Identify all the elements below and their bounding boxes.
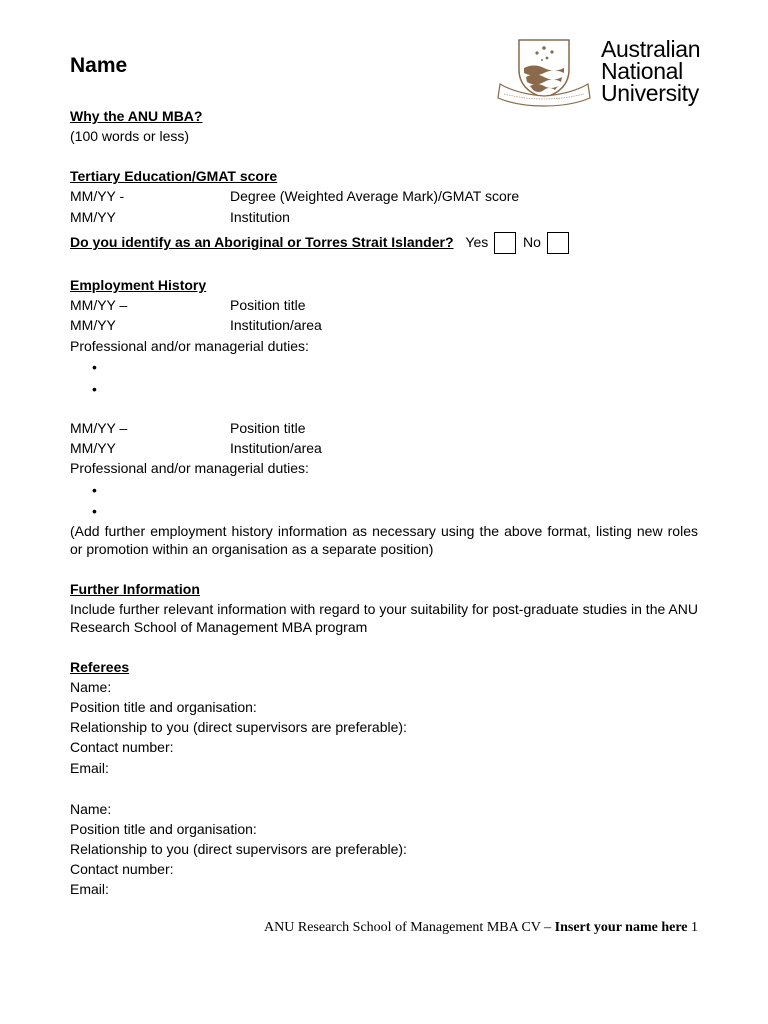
referee-2-relationship: Relationship to you (direct supervisors are preferable): [70, 841, 407, 857]
employment-title: Employment History [70, 277, 207, 293]
referee-1-contact: Contact number: [70, 739, 174, 755]
page-title: Name [70, 54, 128, 77]
page-number: 1 [687, 920, 698, 935]
employment-1-position: Position title [230, 297, 306, 313]
yes-checkbox[interactable] [494, 232, 516, 254]
referee-1-email: Email: [70, 760, 109, 776]
referee-2-contact: Contact number: [70, 861, 174, 877]
education-detail-1: Degree (Weighted Average Mark)/GMAT score [230, 188, 520, 204]
education-detail-2: Institution [230, 209, 290, 225]
footer-name-placeholder: Insert your name here [554, 920, 688, 935]
employment-note: (Add further employment history information as necessary using the above format, listing new roles or promotion within an organisation as a separate position) [70, 523, 698, 557]
further-text: Include further relevant information with regard to your suitability for post-graduate studies in the ANU Research School of Management MBA program [70, 601, 698, 635]
why-note: (100 words or less) [70, 128, 190, 144]
employment-1-institution: Institution/area [230, 317, 322, 333]
logo-line-3: University [601, 80, 699, 106]
employment-2-date-start: MM/YY – [70, 420, 128, 436]
bullet: • [92, 482, 97, 498]
referees-title: Referees [70, 659, 130, 675]
employment-2-institution: Institution/area [230, 440, 322, 456]
referee-1-relationship: Relationship to you (direct supervisors are preferable): [70, 719, 407, 735]
no-label: No [523, 234, 541, 250]
aboriginal-question: Do you identify as an Aboriginal or Torres Strait Islander? [70, 234, 454, 250]
page-footer [264, 918, 698, 938]
employment-1-date-start: MM/YY – [70, 297, 128, 313]
employment-2-duties: Professional and/or managerial duties: [70, 460, 309, 476]
referee-2-position: Position title and organisation: [70, 821, 257, 837]
employment-2-date-end: MM/YY [70, 440, 116, 456]
further-title: Further Information [70, 581, 200, 597]
anu-crest-icon [497, 36, 592, 108]
logo-wordmark [601, 38, 700, 104]
employment-1-date-end: MM/YY [70, 317, 116, 333]
employment-1-duties: Professional and/or managerial duties: [70, 338, 309, 354]
no-checkbox[interactable] [547, 232, 569, 254]
referee-2-name: Name: [70, 801, 112, 817]
logo-line-1: Australian [601, 36, 701, 62]
bullet: • [92, 359, 97, 375]
employment-2-position: Position title [230, 420, 306, 436]
footer-prefix: ANU Research School of Management MBA CV – [264, 920, 555, 935]
education-title: Tertiary Education/GMAT score [70, 168, 278, 184]
bullet: • [92, 381, 97, 397]
education-date-1: MM/YY - [70, 188, 125, 204]
referee-1-name: Name: [70, 679, 112, 695]
why-title: Why the ANU MBA? [70, 108, 203, 124]
referee-2-email: Email: [70, 881, 109, 897]
education-date-2: MM/YY [70, 209, 116, 225]
bullet: • [92, 503, 97, 519]
yes-label: Yes [465, 234, 489, 250]
logo-line-2: National [601, 58, 683, 84]
aboriginal-question-row [70, 230, 569, 254]
referee-1-position: Position title and organisation: [70, 699, 257, 715]
